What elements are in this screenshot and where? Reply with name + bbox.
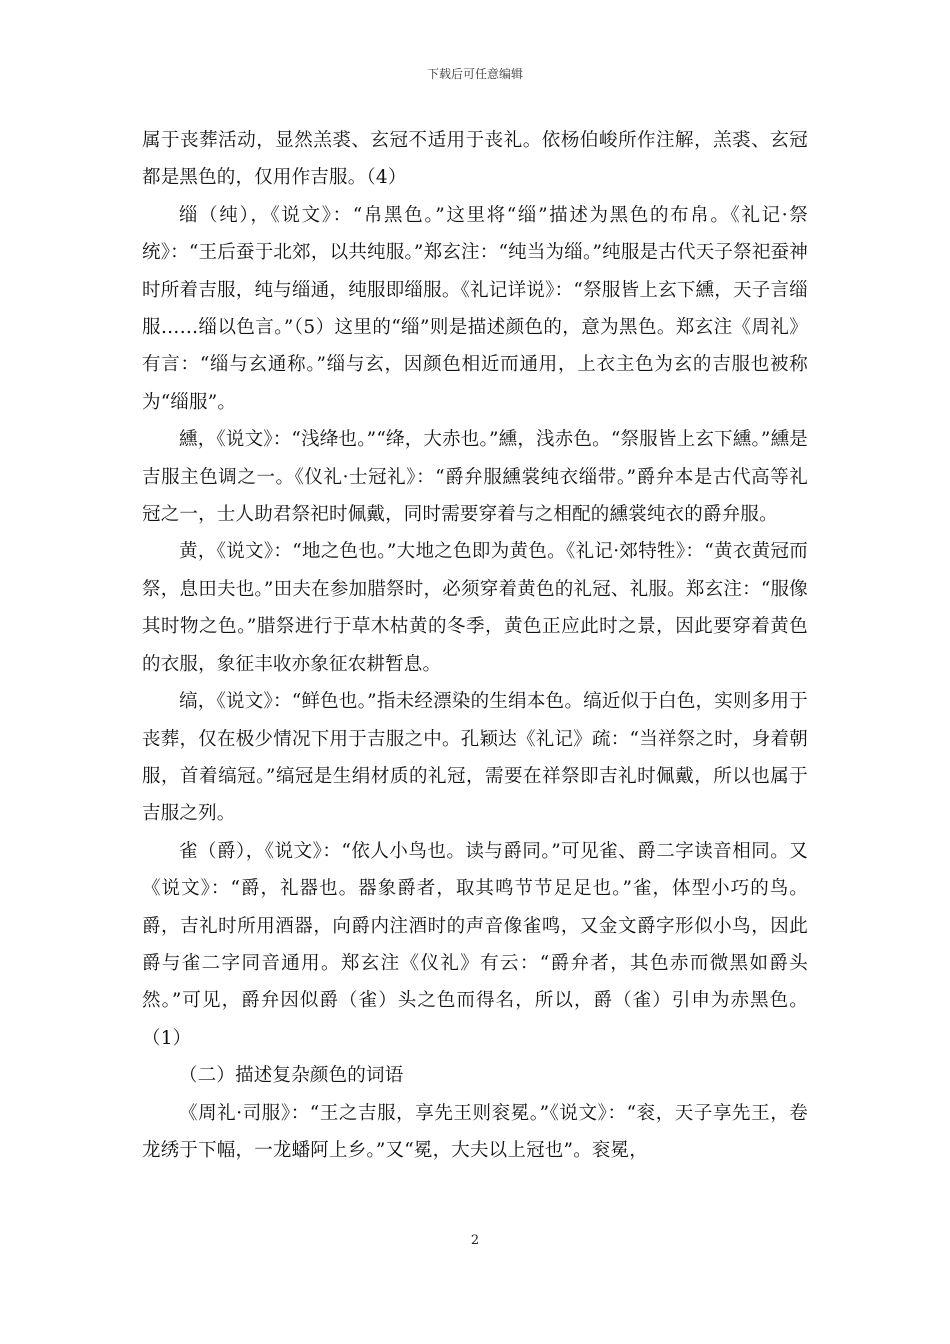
section-heading: （二）描述复杂颜色的词语 (179, 1065, 404, 1087)
paragraph-5: 缟，《说文》：“鲜色也。”指未经漂染的生绢本色。缟近似于白色，实则多用于丧葬，仅在极少情况下用于吉服之中。孔颖达《礼记》疏：“当祥祭之时，身着朝服，首着缟冠。”缟冠是生绢材质的礼冠，需要在祥祭即吉礼时佩戴，所以也属于吉服之列。 (142, 691, 808, 825)
paragraph-3: 纁，《说文》：“浅绛也。”“绛，大赤也。”纁，浅赤色。“祭服皆上玄下纁。”纁是吉服主色调之一。《仪礼·士冠礼》：“爵弁服纁裳纯衣缁带。”爵弁本是古代高等礼冠之一，士人助君祭祀时佩戴，同时需要穿着与之相配的纁裳纯衣的爵弁服。 (142, 429, 808, 526)
paragraph-4: 黄，《说文》：“地之色也。”大地之色即为黄色。《礼记·郊特牲》：“黄衣黄冠而祭，息田夫也。”田夫在参加腊祭时，必须穿着黄色的礼冠、礼服。郑玄注：“服像其时物之色。”腊祭进行于草木枯黄的冬季，黄色正应此时之景，因此要穿着黄色的衣服，象征丰收亦象征农耕暂息。 (142, 541, 808, 675)
paragraph-2: 缁（纯），《说文》：“帛黑色。”这里将“缁”描述为黑色的布帛。《礼记·祭统》：“王后蚕于北郊，以共纯服。”郑玄注：“纯当为缁。”纯服是古代天子祭祀蚕神时所着吉服，纯与缁通，纯服即缁服。《礼记详说》：“祭服皆上玄下纁，天子言缁服……缁以色言。”（5）这里的“缁”则是描述颜色的，意为黑色。郑玄注《周礼》有言：“缁与玄通称。”缁与玄，因颜色相近而通用，上衣主色为玄的吉服也被称为“缁服”。 (142, 204, 808, 413)
paragraph-1: 属于丧葬活动，显然羔裘、玄冠不适用于丧礼。依杨伯峻所作注解，羔裘、玄冠都是黑色的，仅用作吉服。（4） (142, 130, 808, 189)
body-text (142, 122, 808, 1169)
paragraph-6: 雀（爵），《说文》：“依人小鸟也。读与爵同。”可见雀、爵二字读音相同。又《说文》：“爵，礼器也。器象爵者，取其鸣节节足足也。”雀，体型小巧的鸟。爵，吉礼时所用酒器，向爵内注酒时的声音像雀鸣，又金文爵字形似小鸟，因此爵与雀二字同音通用。郑玄注《仪礼》有云：“爵弁者，其色赤而微黑如爵头然。”可见，爵弁因似爵（雀）头之色而得名，所以，爵（雀）引申为赤黑色。（1） (142, 840, 808, 1049)
page-number: 2 (470, 1233, 480, 1248)
page-header: 下载后可任意编辑 (426, 67, 523, 81)
paragraph-7: 《周礼·司服》：“王之吉服，享先王则衮冕。”《说文》：“衮，天子享先王，卷龙绣于下幅，一龙蟠阿上乡。”又“冕，大夫以上冠也”。衮冕， (142, 1102, 808, 1161)
